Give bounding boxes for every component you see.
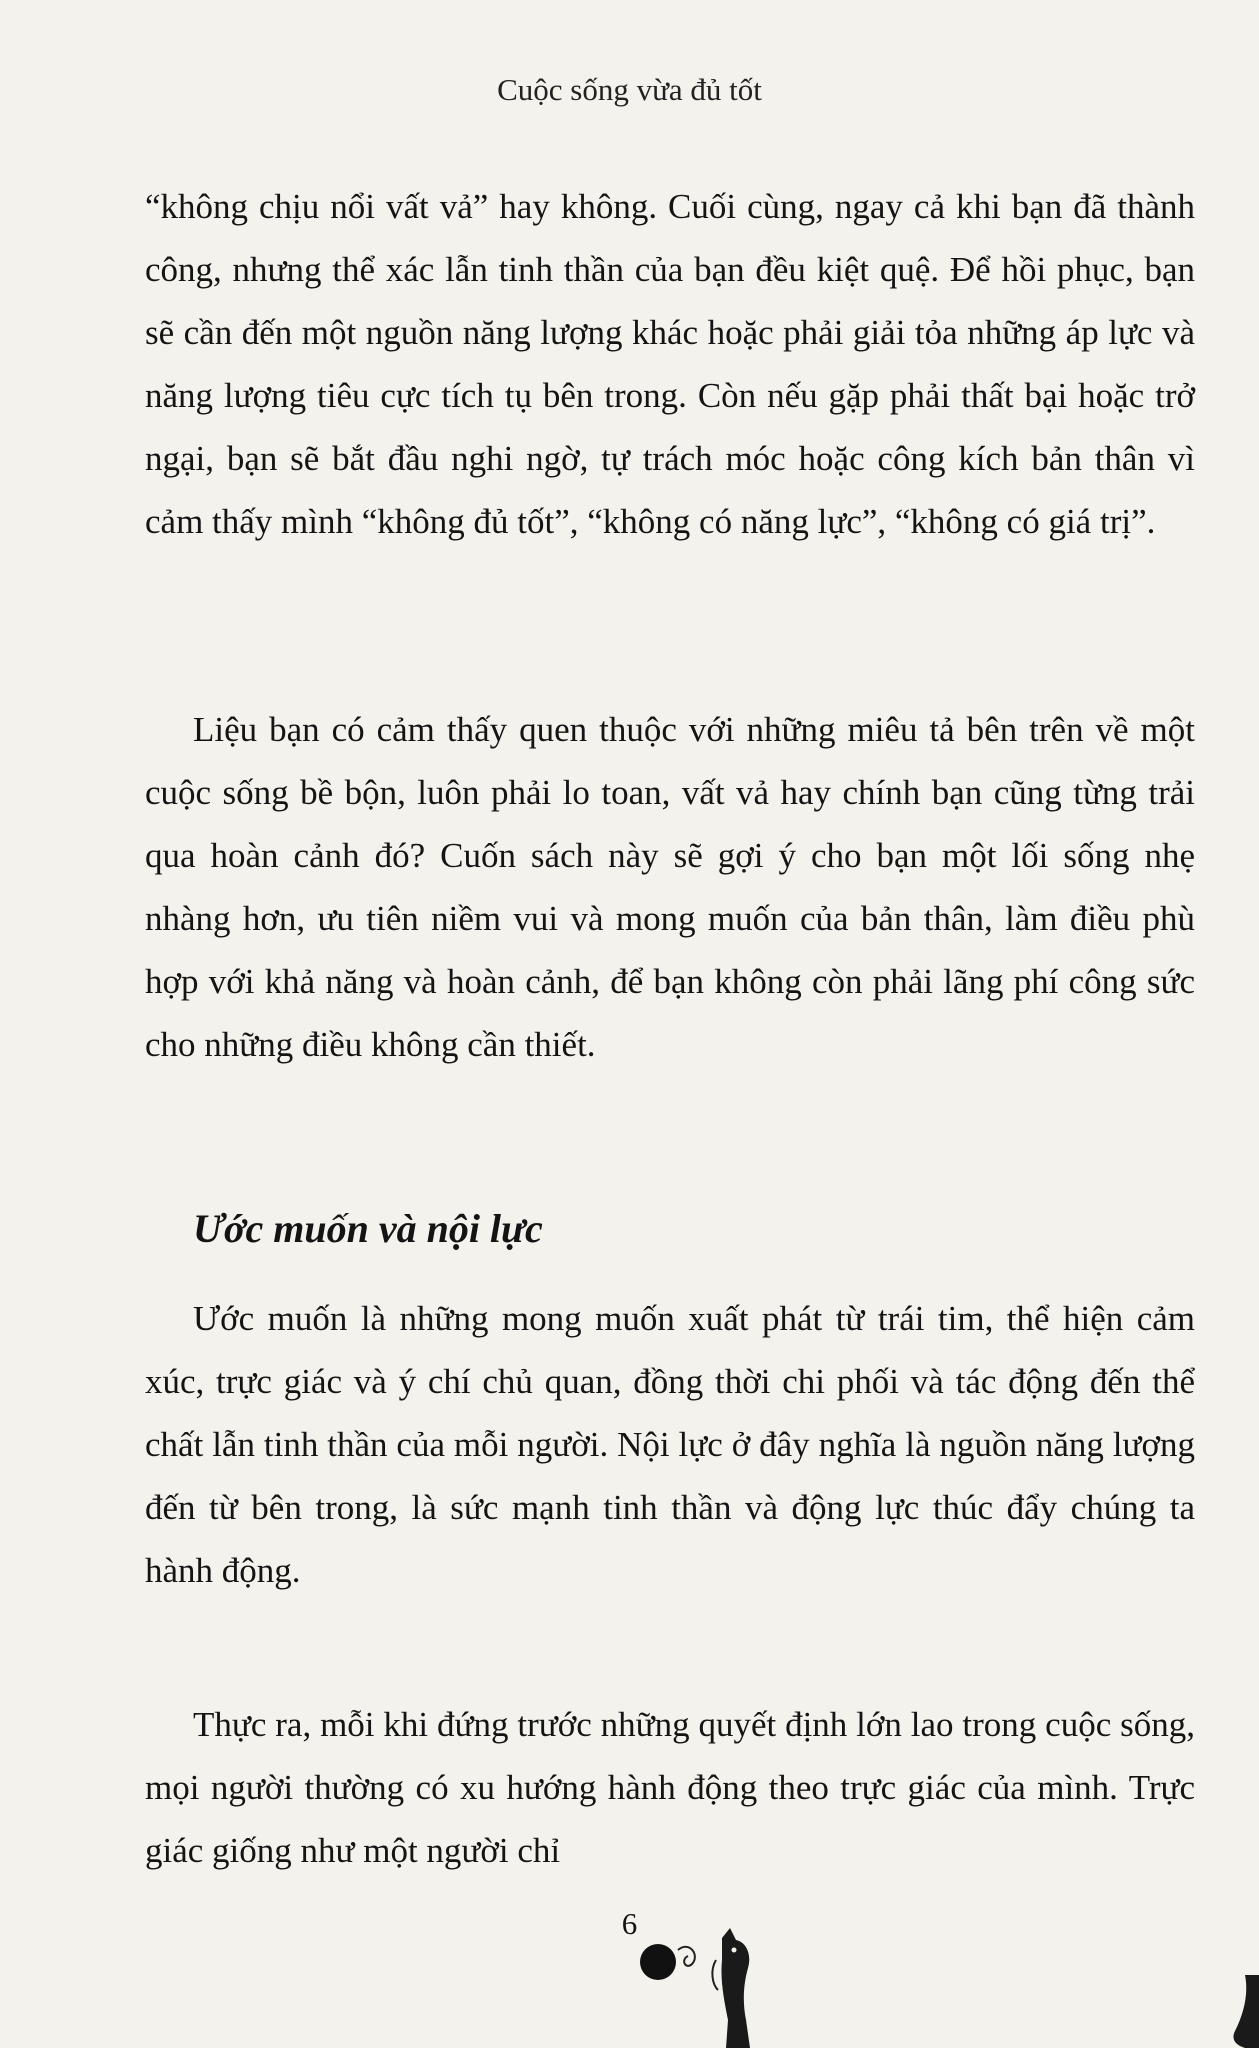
paragraph-4: Thực ra, mỗi khi đứng trước những quyết định lớn lao trong cuộc sống, mọi người thường có xu hướng hành động theo trực giác của mình. Trực giác giống như một người chỉ	[145, 1705, 1195, 1870]
cat-tail-icon	[1205, 1975, 1259, 2048]
paragraph-1: “không chịu nổi vất vả” hay không. Cuối cùng, ngay cả khi bạn đã thành công, nhưng thể xác lẫn tinh thần của bạn đều kiệt quệ. Để hồi phục, bạn sẽ cần đến một nguồn năng lượng khác hoặc phải giải tỏa những áp lực và năng lượng tiêu cực tích tụ bên trong. Còn nếu gặp phải thất bại hoặc trở ngại, bạn sẽ bắt đầu nghi ngờ, tự trách móc hoặc công kích bản thân vì cảm thấy mình “không đủ tốt”, “không có năng lực”, “không có giá trị”.	[145, 187, 1195, 541]
paragraph-3: Ước muốn là những mong muốn xuất phát từ trái tim, thể hiện cảm xúc, trực giác và ý chí chủ quan, đồng thời chi phối và tác động đến thể chất lẫn tinh thần của mỗi người. Nội lực ở đây nghĩa là nguồn năng lượng đến từ bên trong, là sức mạnh tinh thần và động lực thúc đẩy chúng ta hành động.	[145, 1299, 1195, 1590]
running-header: Cuộc sống vừa đủ tốt	[497, 72, 762, 107]
cat-illustration-icon	[630, 1920, 780, 2048]
page-number: 6	[621, 1906, 638, 1941]
paragraph-2: Liệu bạn có cảm thấy quen thuộc với những miêu tả bên trên về một cuộc sống bề bộn, luôn phải lo toan, vất vả hay chính bạn cũng từng trải qua hoàn cảnh đó? Cuốn sách này sẽ gợi ý cho bạn một lối sống nhẹ nhàng hơn, ưu tiên niềm vui và mong muốn của bản thân, làm điều phù hợp với khả năng và hoàn cảnh, để bạn không còn phải lãng phí công sức cho những điều không cần thiết.	[145, 710, 1195, 1064]
section-heading: Ước muốn và nội lực	[193, 1206, 543, 1251]
